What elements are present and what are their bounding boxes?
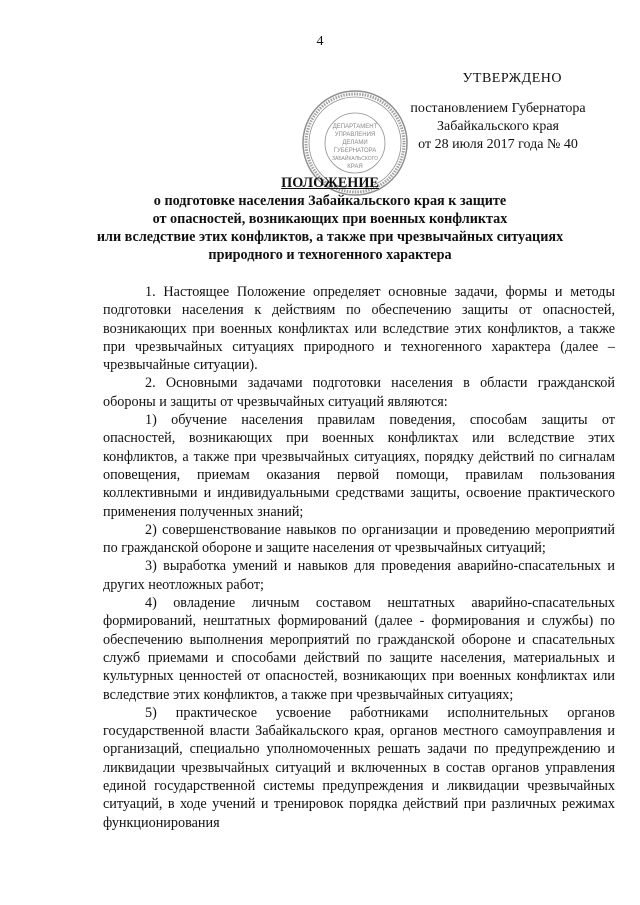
subparagraph-1: 1) обучение населения правилам поведения, способам защиты от опасностей, возникающих при военных конфликтах или вследствие этих конфликтов, а также при чрезвычайных ситуациях, порядку действий по сигналам оповещения, приемам оказания первой помощи, правилам пользования коллективными и индивидуальными средствами защиты, освоение практического применения полученных знаний;	[103, 412, 615, 520]
subparagraph-3: 3) выработка умений и навыков для проведения аварийно-спасательных и других неотложных работ;	[103, 558, 615, 593]
approval-line-3: от 28 июля 2017 года № 40	[418, 137, 578, 152]
title-heading: ПОЛОЖЕНИЕ	[281, 175, 379, 191]
title-line-2: от опасностей, возникающих при военных конфликтах	[152, 211, 508, 227]
seal-line-3: ДЕЛАМИ	[342, 140, 368, 146]
title-line-3: или вследствие этих конфликтов, а также при чрезвычайных ситуациях	[96, 229, 564, 245]
paragraph-1: 1. Настоящее Положение определяет основные задачи, формы и методы подготовки населения к действиям по обеспечению защиты от опасностей, возникающих при военных конфликтах или вследствие этих конфликтов, а также при чрезвычайных ситуациях природного и техногенного характера (далее – чрезвычайные ситуации).	[103, 284, 615, 374]
document-body	[103, 283, 615, 832]
subparagraph-2: 2) совершенствование навыков по организации и проведению мероприятий по гражданской обороне и защите населения от чрезвычайных ситуаций;	[103, 521, 615, 557]
page-number: 4	[316, 34, 324, 49]
paragraph-2: 2. Основными задачами подготовки населения в области гражданской обороны и защиты от чрезвычайных ситуаций являются:	[103, 375, 615, 410]
seal-line-4: ГУБЕРНАТОРА	[333, 148, 377, 154]
seal-line-2: УПРАВЛЕНИЯ	[334, 132, 376, 138]
approval-line-1: постановлением Губернатора	[410, 101, 586, 116]
seal-line-5: ЗАБАЙКАЛЬСКОГО	[332, 156, 378, 162]
subparagraph-4: 4) овладение личным составом нештатных аварийно-спасательных формирований, нештатных формирований (далее - формирования и службы) по обеспечению выполнения мероприятий по гражданской обороне и спасательных служб приемами и способами действий по защите населения, материальных и культурных ценностей от опасностей, возникающих при военных конфликтах или вследствие этих конфликтов, а также при чрезвычайных ситуациях;	[103, 595, 615, 703]
approval-line-2: Забайкальского края	[436, 119, 559, 134]
title-line-1: о подготовке населения Забайкальского края к защите	[153, 193, 507, 209]
seal-line-1: ДЕПАРТАМЕНТ	[332, 124, 378, 130]
approval-heading: УТВЕРЖДЕНО	[462, 71, 562, 86]
document-title	[60, 174, 600, 264]
seal-line-6: КРАЯ	[347, 164, 363, 170]
subparagraph-5: 5) практическое усвоение работниками исполнительных органов государственной власти Забайкальского края, органов местного самоуправления и организаций, специально уполномоченных решать задачи по предупреждению и ликвидации чрезвычайных ситуаций и включенных в состав органов управления единой государственной системы предупреждения и ликвидации чрезвычайных ситуаций, в ходе учений и тренировок порядка действий при различных режимах функционирования	[103, 704, 615, 831]
title-line-4: природного и техногенного характера	[208, 247, 452, 263]
approval-block	[398, 100, 598, 154]
